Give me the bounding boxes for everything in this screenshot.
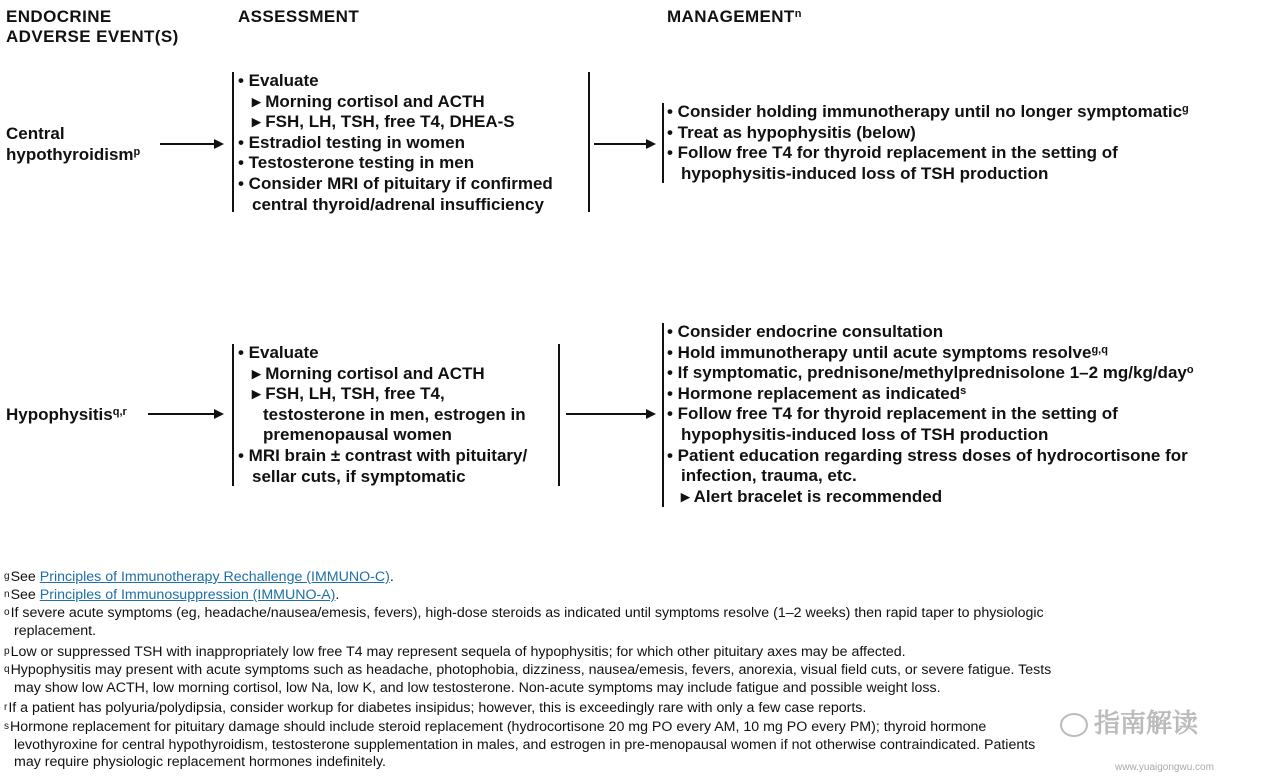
list-item: • Hold immunotherapy until acute symptoms resolve$^{g,q}$ — [667, 342, 1108, 362]
bracket-left — [662, 103, 664, 183]
management-list-hypophysitis — [667, 322, 1194, 507]
footnote-r: $^r$If a patient has polyuria/polydipsia, consider workup for diabetes insipidus; however, this is exceedingly rare with only a few case reports. — [4, 700, 867, 716]
list-item: ▸ Morning cortisol and ACTH — [252, 363, 485, 383]
list-item: • Hormone replacement as indicated$^s$ — [667, 383, 967, 403]
header-endocrine-adverse-events: ENDOCRINE ADVERSE EVENT(S) — [6, 7, 179, 46]
bracket-left — [662, 323, 664, 507]
event-central-hypothyroidism: Central hypothyroidism$^p$ — [6, 124, 141, 164]
list-item: • Evaluate — [238, 343, 319, 362]
bracket-right — [588, 72, 590, 212]
footnote-g: $^g$See Principles of Immunotherapy Rechallenge (IMMUNO-C). — [4, 569, 394, 585]
link-immunotherapy-rechallenge[interactable]: Principles of Immunotherapy Rechallenge (IMMUNO-C) — [39, 569, 390, 585]
list-item: ▸ Morning cortisol and ACTH — [252, 91, 485, 111]
list-item: sellar cuts, if symptomatic — [252, 466, 466, 486]
list-item: • Follow free T4 for thyroid replacement in the setting of — [667, 404, 1118, 424]
bracket-left — [232, 72, 234, 212]
link-immunosuppression[interactable]: Principles of Immunosuppression (IMMUNO-A) — [39, 587, 336, 603]
arrow-head — [214, 409, 224, 419]
list-item: • Consider endocrine consultation — [667, 322, 944, 341]
bracket-right — [558, 344, 560, 486]
list-item: • If symptomatic, prednisone/methylprednisolone 1–2 mg/kg/day$^o$ — [667, 363, 1194, 383]
list-item: • Follow free T4 for thyroid replacement in the setting of — [667, 143, 1118, 163]
list-item: ▸ Alert bracelet is recommended — [681, 486, 943, 506]
footnote-n: $^n$See Principles of Immunosuppression (IMMUNO-A). — [4, 587, 340, 603]
list-item: testosterone in men, estrogen in — [263, 404, 526, 424]
list-item: • MRI brain ± contrast with pituitary/ — [238, 445, 528, 465]
assessment-list-central-hypothyroidism — [238, 71, 553, 215]
list-item: infection, trauma, etc. — [681, 466, 857, 486]
list-item: ▸ FSH, LH, TSH, free T4, DHEA-S — [252, 112, 515, 132]
arrow-line — [148, 413, 216, 415]
bracket-left — [232, 344, 234, 486]
list-item: ▸ FSH, LH, TSH, free T4, — [252, 384, 445, 404]
header-assessment: ASSESSMENT — [238, 7, 360, 26]
footnote-o: $^o$If severe acute symptoms (eg, headache/nausea/emesis, fevers), high-dose steroids as indicated until symptoms resolve (1–2 weeks) then rapid taper to physiologic replacement. — [4, 605, 1044, 639]
footnote-q: $^q$Hypophysitis may present with acute symptoms such as headache, photophobia, dizziness, nausea/emesis, fevers, anorexia, visual field cuts, or severe fatigue. Tests may show low ACTH, low morning cortisol, low Na, low K, and low testosterone. Non-acute symptoms may include fatigue and possible weight loss. — [4, 662, 1052, 696]
list-item: • Treat as hypophysitis (below) — [667, 122, 916, 142]
list-item: premenopausal women — [263, 425, 452, 445]
watermark-logo: 指南解读 — [1060, 703, 1198, 740]
list-item: hypophysitis-induced loss of TSH production — [681, 424, 1049, 444]
list-item: central thyroid/adrenal insufficiency — [252, 194, 544, 214]
footnote-s: $^s$Hormone replacement for pituitary damage should include steroid replacement (hydrocortisone 20 mg PO every AM, 10 mg PO every PM); thyroid hormone levothyroxine for central hypothyroidism, testosterone supplementation in males, and estrogen in pre-menopausal women if not otherwise contraindicated. Patients may require physiologic replacement hormones indefinitely. — [4, 719, 1036, 771]
list-item: hypophysitis-induced loss of TSH production — [681, 163, 1049, 183]
watermark-url: www.yuaigongwu.com — [1115, 762, 1214, 773]
list-item: • Consider MRI of pituitary if confirmed — [238, 173, 553, 193]
event-hypophysitis: Hypophysitis$^{q,r}$ — [6, 405, 127, 424]
list-item: • Patient education regarding stress doses of hydrocortisone for — [667, 445, 1188, 465]
arrow-head — [646, 409, 656, 419]
list-item: • Estradiol testing in women — [238, 132, 465, 152]
management-list-central-hypothyroidism — [667, 102, 1189, 184]
footnote-p: $^p$Low or suppressed TSH with inappropriately low free T4 may represent sequela of hypophysitis; for which other pituitary axes may be affected. — [4, 644, 906, 660]
arrow-line — [566, 413, 648, 415]
arrow-line — [594, 143, 648, 145]
list-item: • Consider holding immunotherapy until no longer symptomatic$^g$ — [667, 102, 1189, 121]
list-item: • Testosterone testing in men — [238, 153, 475, 173]
wechat-icon — [1060, 713, 1088, 737]
list-item: • Evaluate — [238, 71, 319, 90]
assessment-list-hypophysitis — [238, 343, 527, 487]
arrow-line — [160, 143, 216, 145]
header-management: MANAGEMENT$^n$ — [667, 7, 802, 26]
arrow-head — [214, 139, 224, 149]
arrow-head — [646, 139, 656, 149]
